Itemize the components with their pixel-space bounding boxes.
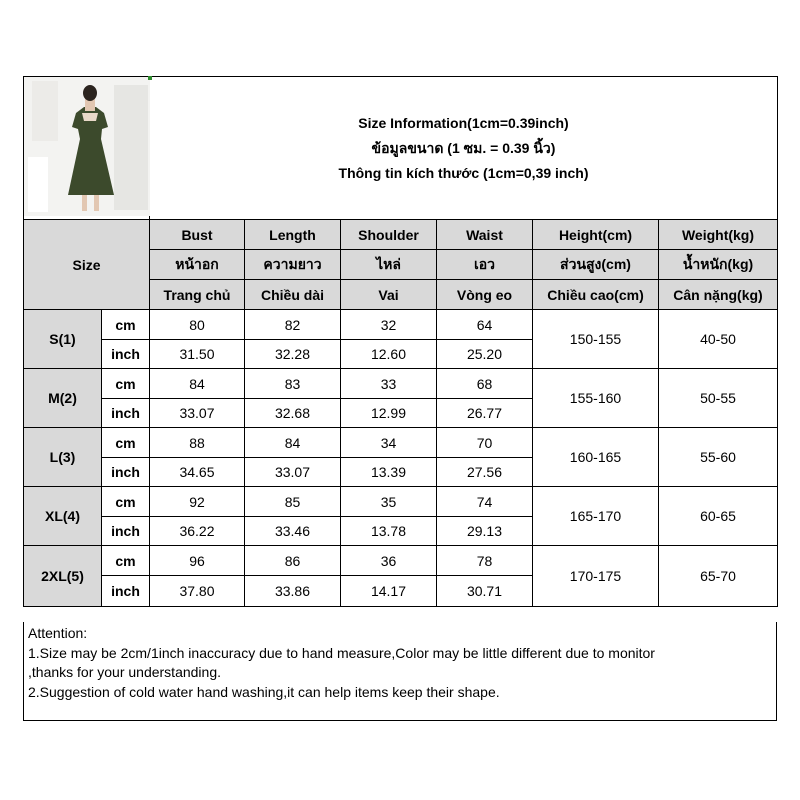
height-range: 165-170 [533,487,659,546]
length-inch: 32.28 [245,340,341,369]
size-chart-table [23,76,778,607]
size-label: XL(4) [24,487,102,546]
col-bust-en: Bust [150,220,245,250]
attention-notes [23,622,777,721]
weight-range: 65-70 [659,546,778,607]
title-vietnamese: Thông tin kích thước (1cm=0,39 inch) [338,164,589,181]
col-length-en: Length [245,220,341,250]
shoulder-inch: 12.60 [341,340,437,369]
length-cm: 85 [245,487,341,517]
height-range: 155-160 [533,369,659,428]
size-header: Size [24,220,150,310]
weight-range: 40-50 [659,310,778,369]
title-english: Size Information(1cm=0.39inch) [358,114,569,131]
col-height-vi: Chiều cao(cm) [533,280,659,310]
product-photo-cell [24,77,150,220]
waist-cm: 70 [437,428,533,458]
length-cm: 86 [245,546,341,576]
note-line-1: 1.Size may be 2cm/1inch inaccuracy due to hand measure,Color may be little different due to monitor [28,644,655,661]
unit-cm: cm [102,310,150,340]
title-thai: ข้อมูลขนาด (1 ซม. = 0.39 นิ้ว) [371,139,556,156]
size-label: 2XL(5) [24,546,102,607]
col-weight-en: Weight(kg) [659,220,778,250]
length-cm: 82 [245,310,341,340]
col-length-vi: Chiều dài [245,280,341,310]
unit-cm: cm [102,487,150,517]
shoulder-inch: 13.39 [341,458,437,487]
bust-inch: 33.07 [150,399,245,428]
length-inch: 32.68 [245,399,341,428]
notes-heading: Attention: [28,625,88,641]
bust-cm: 84 [150,369,245,399]
weight-range: 50-55 [659,369,778,428]
title-cell [150,77,778,220]
shoulder-inch: 14.17 [341,576,437,607]
shoulder-cm: 33 [341,369,437,399]
corner-marker [148,76,152,80]
waist-cm: 64 [437,310,533,340]
waist-cm: 68 [437,369,533,399]
bust-inch: 36.22 [150,517,245,546]
col-shoulder-en: Shoulder [341,220,437,250]
bust-cm: 88 [150,428,245,458]
waist-inch: 26.77 [437,399,533,428]
col-waist-en: Waist [437,220,533,250]
weight-range: 60-65 [659,487,778,546]
bust-cm: 92 [150,487,245,517]
bust-inch: 31.50 [150,340,245,369]
unit-inch: inch [102,340,150,369]
shoulder-cm: 36 [341,546,437,576]
length-cm: 84 [245,428,341,458]
height-range: 160-165 [533,428,659,487]
shoulder-cm: 35 [341,487,437,517]
bust-cm: 96 [150,546,245,576]
col-waist-vi: Vòng eo [437,280,533,310]
unit-inch: inch [102,399,150,428]
shoulder-inch: 13.78 [341,517,437,546]
shoulder-inch: 12.99 [341,399,437,428]
col-bust-th: หน้าอก [150,250,245,280]
waist-inch: 29.13 [437,517,533,546]
unit-cm: cm [102,546,150,576]
waist-cm: 78 [437,546,533,576]
col-shoulder-th: ไหล่ [341,250,437,280]
bust-inch: 34.65 [150,458,245,487]
col-height-en: Height(cm) [533,220,659,250]
weight-range: 55-60 [659,428,778,487]
height-range: 170-175 [533,546,659,607]
waist-inch: 30.71 [437,576,533,607]
bust-inch: 37.80 [150,576,245,607]
length-inch: 33.86 [245,576,341,607]
unit-cm: cm [102,428,150,458]
unit-cm: cm [102,369,150,399]
unit-inch: inch [102,458,150,487]
size-label: L(3) [24,428,102,487]
col-length-th: ความยาว [245,250,341,280]
height-range: 150-155 [533,310,659,369]
dress-photo [24,77,150,216]
col-height-th: ส่วนสูง(cm) [533,250,659,280]
length-inch: 33.46 [245,517,341,546]
unit-inch: inch [102,576,150,607]
length-cm: 83 [245,369,341,399]
waist-inch: 27.56 [437,458,533,487]
shoulder-cm: 34 [341,428,437,458]
note-line-2: 2.Suggestion of cold water hand washing,it can help items keep their shape. [28,683,500,700]
waist-inch: 25.20 [437,340,533,369]
size-label: S(1) [24,310,102,369]
col-weight-th: น้ำหนัก(kg) [659,250,778,280]
col-waist-th: เอว [437,250,533,280]
unit-inch: inch [102,517,150,546]
col-bust-vi: Trang chủ [150,280,245,310]
col-shoulder-vi: Vai [341,280,437,310]
bust-cm: 80 [150,310,245,340]
col-weight-vi: Cân nặng(kg) [659,280,778,310]
length-inch: 33.07 [245,458,341,487]
size-label: M(2) [24,369,102,428]
waist-cm: 74 [437,487,533,517]
shoulder-cm: 32 [341,310,437,340]
note-line-1-continued: ,thanks for your understanding. [28,664,222,680]
